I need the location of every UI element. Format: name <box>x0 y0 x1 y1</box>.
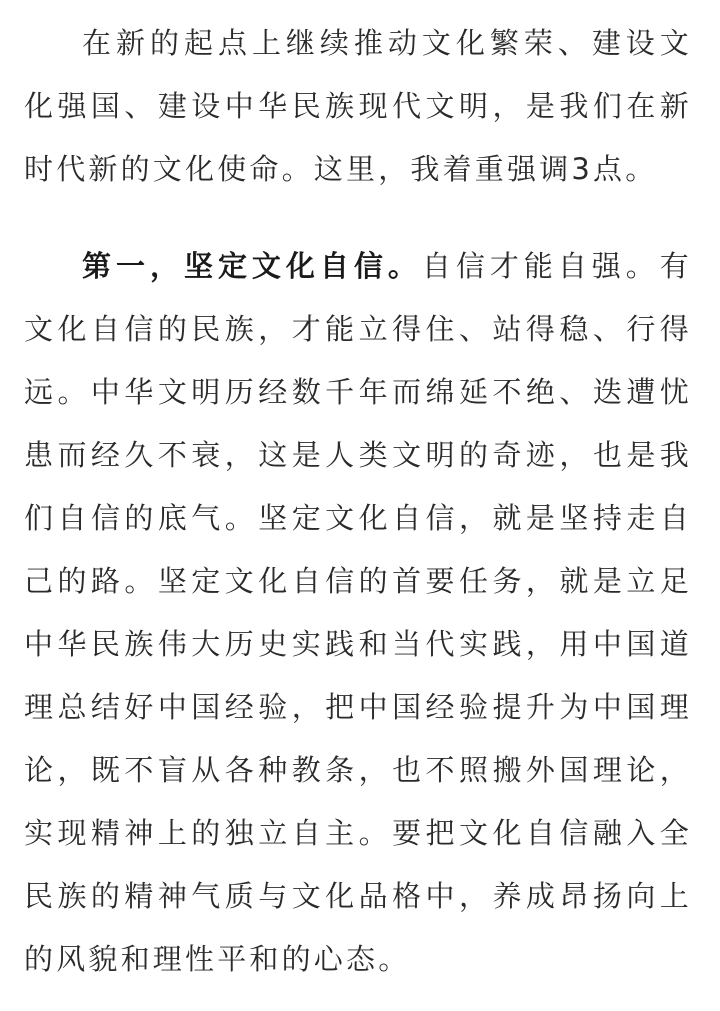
paragraph-cultural-confidence <box>24 235 692 991</box>
paragraph-body: 自信才能自强。有文化自信的民族，才能立得住、站得稳、行得远。中华文明历经数千年而绵延不绝、迭遭忧患而经久不衰，这是人类文明的奇迹，也是我们自信的底气。坚定文化自信，就是坚持走自己的路。坚定文化自信的首要任务，就是立足中华民族伟大历史实践和当代实践，用中国道理总结好中国经验，把中国经验提升为中国理论，既不盲从各种教条，也不照搬外国理论，实现精神上的独立自主。要把文化自信融入全民族的精神气质与文化品格中，养成昂扬向上的风貌和理性平和的心态。 <box>24 249 692 976</box>
paragraph-intro: 在新的起点上继续推动文化繁荣、建设文化强国、建设中华民族现代文明，是我们在新时代新的文化使命。这里，我着重强调3点。 <box>24 26 692 186</box>
paragraph-heading: 第一，坚定文化自信。 <box>82 249 422 283</box>
article-body <box>24 12 692 991</box>
